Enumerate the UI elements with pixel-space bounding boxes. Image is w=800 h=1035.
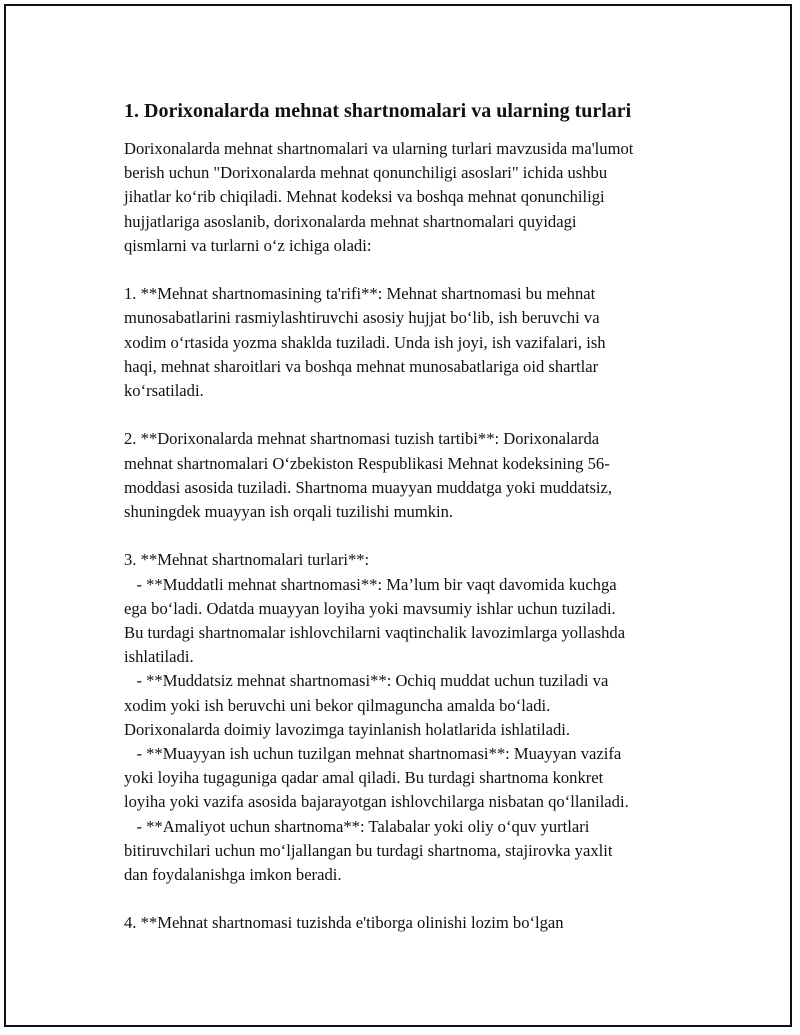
text-line: Bu turdagi shartnomalar ishlovchilarni vaqtinchalik lavozimlarga yollashda (124, 623, 626, 643)
text-line: 3. **Mehnat shartnomalari turlari**: (124, 550, 370, 570)
text-line: mehnat shartnomalari O‘zbekiston Respublikasi Mehnat kodeksining 56- (124, 453, 610, 473)
section-2-paragraph (124, 427, 699, 524)
page-frame (4, 4, 792, 1027)
text-line: xodim yoki ish beruvchi uni bekor qilmaguncha amalda bo‘ladi. (124, 695, 551, 715)
text-line: - **Muayyan ish uchun tuzilgan mehnat shartnomasi**: Muayyan vazifa (124, 744, 622, 764)
text-line: loyiha yoki vazifa asosida bajarayotgan ishlovchilarga nisbatan qo‘llaniladi. (124, 792, 629, 812)
text-line: 1. **Mehnat shartnomasining ta'rifi**: Mehnat shartnomasi bu mehnat (124, 284, 596, 304)
text-line: ko‘rsatiladi. (124, 381, 204, 401)
document-heading: 1. Dorixonalarda mehnat shartnomalari va ularning turlari (124, 100, 632, 122)
text-line: shuningdek muayyan ish orqali tuzilishi mumkin. (124, 502, 454, 522)
section-1-paragraph (124, 282, 699, 403)
text-line: - **Muddatsiz mehnat shartnomasi**: Ochiq muddat uchun tuziladi va (124, 671, 609, 691)
text-line: 4. **Mehnat shartnomasi tuzishda e'tiborga olinishi lozim bo‘lgan (124, 913, 564, 933)
text-line: berish uchun "Dorixonalarda mehnat qonunchiligi asoslari" ichida ushbu (124, 163, 608, 183)
text-line: ega bo‘ladi. Odatda muayyan loyiha yoki mavsumiy ishlar uchun tuziladi. (124, 598, 616, 618)
intro-paragraph (124, 137, 699, 258)
text-line: 2. **Dorixonalarda mehnat shartnomasi tuzish tartibi**: Dorixonalarda (124, 429, 600, 449)
text-line: yoki loyiha tugaguniga qadar amal qiladi. Bu turdagi shartnoma konkret (124, 768, 604, 788)
text-line: jihatlar ko‘rib chiqiladi. Mehnat kodeksi va boshqa mehnat qonunchiligi (124, 187, 605, 207)
text-line: Dorixonalarda doimiy lavozimga tayinlanish holatlarida ishlatiladi. (124, 719, 571, 739)
text-line: ishlatiladi. (124, 647, 194, 667)
text-line: qismlarni va turlarni o‘z ichiga oladi: (124, 235, 372, 255)
text-line: dan foydalanishga imkon beradi. (124, 865, 342, 885)
text-line: - **Muddatli mehnat shartnomasi**: Ma’lum bir vaqt davomida kuchga (124, 574, 617, 594)
section-3-paragraph (124, 548, 699, 887)
text-line: Dorixonalarda mehnat shartnomalari va ularning turlari mavzusida ma'lumot (124, 139, 634, 158)
document-body (124, 98, 699, 936)
text-line: - **Amaliyot uchun shartnoma**: Talabalar yoki oliy o‘quv yurtlari (124, 816, 590, 836)
text-line: haqi, mehnat sharoitlari va boshqa mehnat munosabatlariga oid shartlar (124, 356, 599, 376)
text-line: moddasi asosida tuziladi. Shartnoma muayyan muddatga yoki muddatsiz, (124, 477, 613, 497)
section-4-paragraph (124, 911, 699, 935)
text-line: xodim o‘rtasida yozma shaklda tuziladi. Unda ish joyi, ish vazifalari, ish (124, 332, 606, 352)
text-line: hujjatlariga asoslanib, dorixonalarda mehnat shartnomalari quyidagi (124, 211, 577, 231)
text-line: munosabatlarini rasmiylashtiruvchi asosiy hujjat bo‘lib, ish beruvchi va (124, 308, 600, 328)
text-line: bitiruvchilari uchun mo‘ljallangan bu turdagi shartnoma, stajirovka yaxlit (124, 840, 613, 860)
